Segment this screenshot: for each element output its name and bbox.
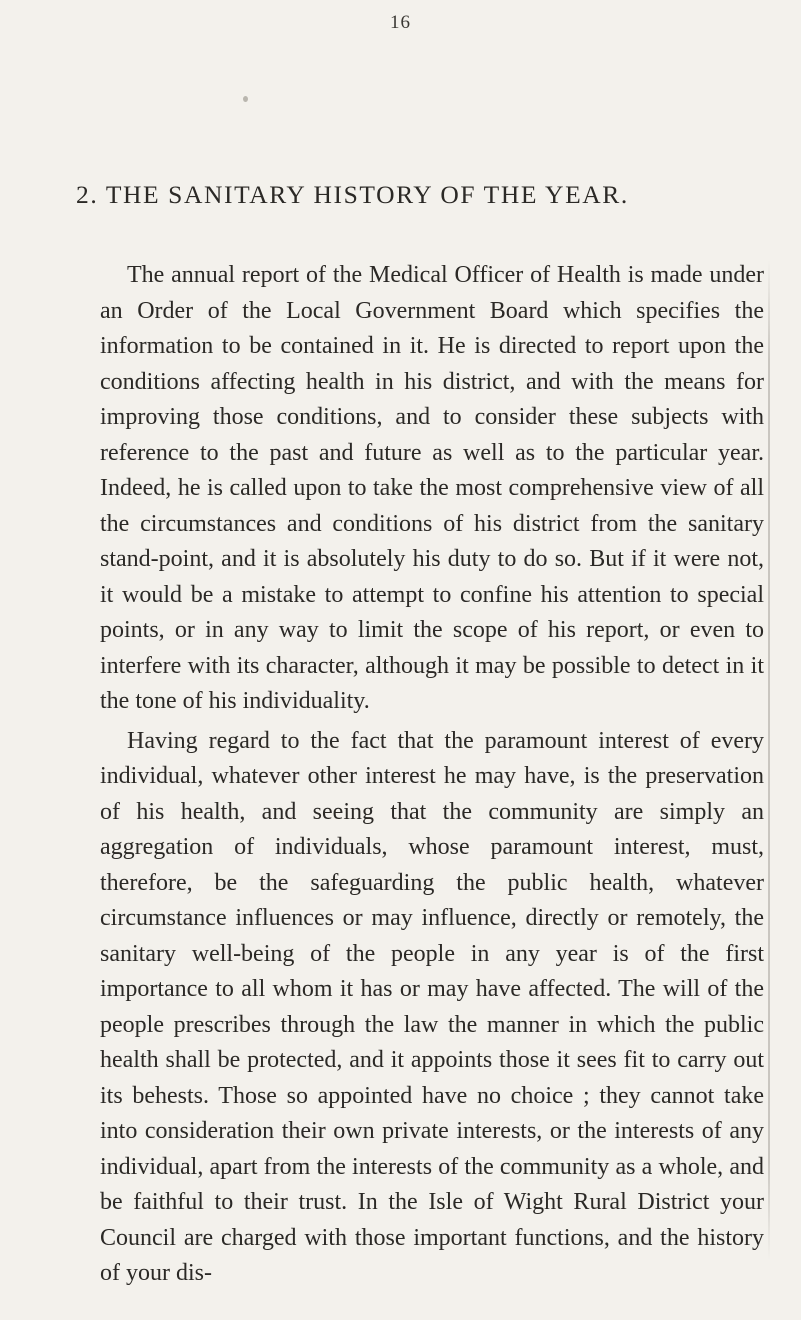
page-number: 16 (390, 12, 411, 33)
body-text (100, 258, 764, 1292)
print-speck (243, 96, 248, 102)
section-title: 2. THE SANITARY HISTORY OF THE YEAR. (76, 180, 629, 209)
paragraph-2: Having regard to the fact that the paramount interest of every individual, whatever other interest he may have, is the preservation of his health, and seeing that the community are simply an aggregation of individuals, whose paramount interest, must, therefore, be the safeguarding the public health, whatever circumstance influences or may influence, directly or remotely, the sanitary well-being of the people in any year is of the first importance to all whom it has or may have affected. The will of the people prescribes through the law the manner in which the public health shall be protected, and it appoints those it sees fit to carry out its behests. Those so appointed have no choice ; they cannot take into consideration their own private interests, or the interests of any individual, apart from the interests of the community as a whole, and be faithful to their trust. In the Isle of Wight Rural District your Council are charged with those important functions, and the history of your dis- (100, 727, 764, 1286)
page-edge-shadow (768, 260, 770, 1260)
paragraph-1: The annual report of the Medical Officer of Health is made under an Order of the Local Government Board which specifies the information to be contained in it. He is directed to report upon the conditions affecting health in his district, and with the means for improving those conditions, and to consider these subjects with reference to the past and future as well as to the particular year. Indeed, he is called upon to take the most comprehensive view of all the circumstances and conditions of his district from the sanitary stand-point, and it is absolutely his duty to do so. But if it were not, it would be a mistake to attempt to confine his attention to special points, or in any way to limit the scope of his report, or even to interfere with its character, although it may be possible to detect in it the tone of his individuality. (100, 262, 764, 714)
